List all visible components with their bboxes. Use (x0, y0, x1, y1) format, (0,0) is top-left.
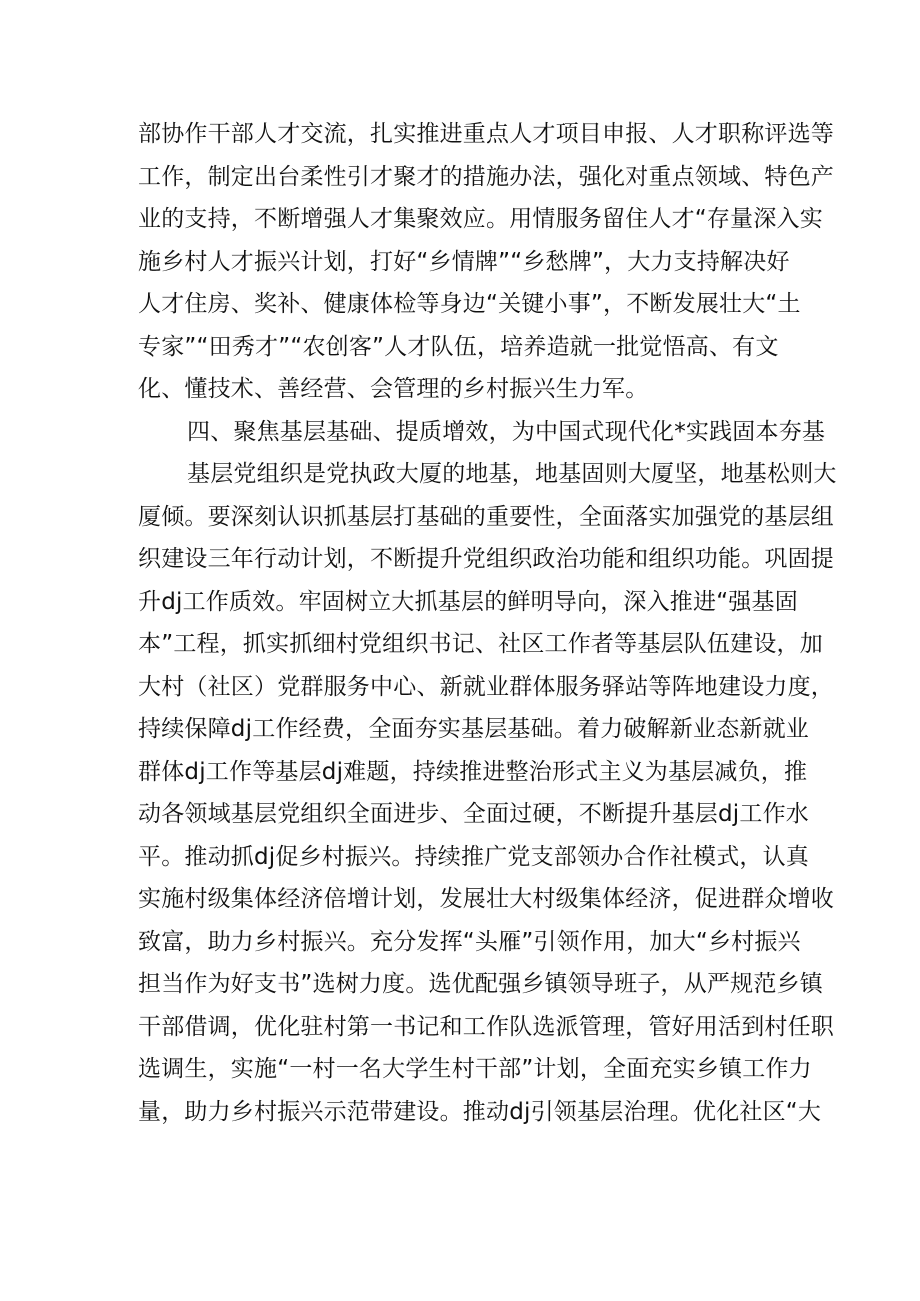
text-line: 担当作为好支书”选树力度。选优配强乡镇领导班子，从严规范乡镇 (138, 971, 823, 997)
text-line: 本”工程，抓实抓细村党组织书记、社区工作者等基层队伍建设，加 (138, 631, 823, 657)
text-line: 动各领域基层党组织全面进步、全面过硬，不断提升基层dj工作水 (138, 801, 809, 827)
text-line: 专家”“田秀才”“农创客”人才队伍，培养造就一批觉悟高、有文 (138, 333, 779, 360)
paragraph-talent (138, 113, 834, 411)
text-line: 织建设三年行动计划，不断提升党组织政治功能和组织功能。巩固提 (138, 546, 834, 572)
document-body (138, 113, 837, 1133)
text-line: 大村（社区）党群服务中心、新就业群体服务驿站等阵地建设力度， (138, 673, 834, 700)
text-line: 人才住房、奖补、健康体检等身边“关键小事”，不断发展壮大“土 (138, 291, 801, 317)
text-line: 群体dj工作等基层dj难题，持续推进整治形式主义为基层减负，推 (138, 758, 808, 785)
text-line: 施乡村人才振兴计划，打好“乡情牌”“乡愁牌”，大力支持解决好 (138, 248, 790, 275)
text-line: 业的支持，不断增强人才集聚效应。用情服务留住人才“存量深入实 (138, 206, 823, 232)
text-line: 厦倾。要深刻认识抓基层打基础的重要性，全面落实加强党的基层组 (138, 503, 834, 530)
text-line: 实施村级集体经济倍增计划，发展壮大村级集体经济，促进群众增收 (138, 886, 834, 912)
text-line: 干部借调，优化驻村第一书记和工作队选派管理，管好用活到村任职 (138, 1013, 834, 1040)
text-line: 持续保障dj工作经费，全面夯实基层基础。着力破解新业态新就业 (138, 716, 809, 742)
text-line: 平。推动抓dj促乡村振兴。持续推广党支部领办合作社模式，认真 (138, 843, 809, 870)
text-line: 工作，制定出台柔性引才聚才的措施办法，强化对重点领域、特色产 (138, 163, 834, 190)
text-line: 量，助力乡村振兴示范带建设。推动dj引领基层治理。优化社区“大 (138, 1098, 822, 1125)
text-line: 化、懂技术、善经营、会管理的乡村振兴生力军。 (138, 376, 649, 402)
paragraph-grassroots (138, 453, 837, 1133)
section-heading: 四、聚焦基层基础、提质增效，为中国式现代化*实践固本夯基 (187, 418, 826, 445)
text-line: 升dj工作质效。牢固树立大抓基层的鲜明导向，深入推进“强基固 (138, 588, 798, 615)
text-line: 基层党组织是党执政大厦的地基，地基固则大厦坚，地基松则大 (187, 461, 837, 487)
text-line: 致富，助力乡村振兴。充分发挥“头雁”引领作用，加大“乡村振兴 (138, 928, 801, 955)
text-line: 选调生，实施“一村一名大学生村干部”计划，全面充实乡镇工作力 (138, 1056, 812, 1082)
text-line: 部协作干部人才交流，扎实推进重点人才项目申报、人才职称评选等 (138, 121, 834, 147)
